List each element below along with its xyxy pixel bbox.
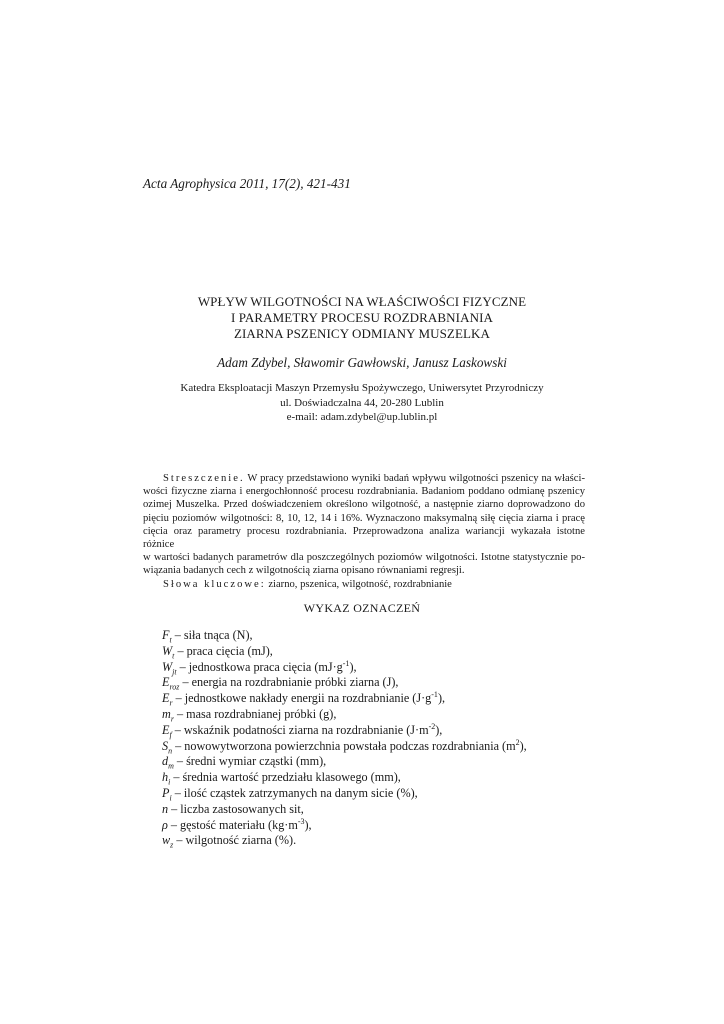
notation-subscript: m	[168, 761, 174, 771]
notation-item	[162, 628, 527, 644]
notation-item	[162, 723, 527, 739]
notation-symbol: w	[162, 833, 171, 848]
notation-description: – nowowytworzona powierzchnia powstała podczas rozdrabniania (m	[172, 738, 516, 753]
notation-item	[162, 770, 527, 786]
notation-description: – liczba zastosowanych sit,	[168, 801, 304, 816]
title-line: ZIARNA PSZENICY ODMIANY MUSZELKA	[233, 326, 491, 341]
notation-description: – wskaźnik podatności ziarna na rozdrabnianie (J·m	[171, 722, 429, 737]
notation-subscript: n	[168, 746, 173, 756]
abstract-line: w wartości badanych parametrów dla poszczególnych poziomów wilgotności. Istotne statystycznie po-	[143, 552, 585, 564]
notation-superscript: 2	[515, 737, 520, 747]
notation-list	[162, 628, 527, 849]
notation-item	[162, 802, 527, 818]
notation-item	[162, 786, 527, 802]
affiliation-line: ul. Doświadczalna 44, 20-280 Lublin	[280, 396, 444, 409]
notation-superscript: -3	[297, 816, 305, 826]
notation-description: – średni wymiar cząstki (mm),	[173, 754, 327, 769]
notation-description: – jednostkowa praca cięcia (mJ·g	[176, 659, 343, 674]
abstract-line: ozimej Muszelka. Przed doświadczeniem określono wilgotność, a następnie ziarno doprowadzono do	[143, 499, 585, 511]
notation-superscript: -1	[431, 690, 438, 700]
abstract	[143, 472, 585, 591]
abstract-line: pięciu poziomów wilgotności: 8, 10, 12, 14 i 16%. Wyznaczono maksymalną siłę cięcia ziarna i pracę	[143, 512, 585, 524]
notation-symbol: ρ	[162, 817, 168, 832]
notation-symbol: m	[162, 706, 171, 721]
notation-superscript: -1	[342, 658, 350, 668]
notation-tail: ),	[304, 817, 312, 832]
abstract-line: wości fizyczne ziarna i energochłonność procesu rozdrabniania. Badaniom poddano odmianę pszenicy	[143, 486, 585, 498]
notation-tail: ),	[519, 738, 527, 753]
notation-item	[162, 660, 527, 676]
notation-description: – średnia wartość przedziału klasowego (mm),	[170, 770, 401, 785]
notation-symbol: W	[162, 659, 173, 674]
affiliation	[120, 381, 604, 425]
notation-symbol: E	[162, 722, 170, 737]
keywords-list: ziarno, pszenica, wilgotność, rozdrabnianie	[268, 578, 452, 590]
notation-tail: ),	[437, 691, 446, 706]
abstract-line: wiązania badanych cech z wilgotnością ziarna opisano równaniami regresji.	[143, 565, 465, 577]
notation-item	[162, 675, 527, 691]
journal-citation: Acta Agrophysica 2011, 17(2), 421-431	[143, 176, 351, 191]
notation-item	[162, 691, 527, 707]
keywords-heading: Słowa kluczowe:	[163, 578, 266, 590]
affiliation-line: Katedra Eksploatacji Maszyn Przemysłu Spożywczego, Uniwersytet Przyrodniczy	[180, 382, 544, 394]
notation-symbol: S	[162, 738, 169, 753]
notation-item	[162, 739, 527, 755]
notation-symbol: d	[162, 754, 169, 769]
notation-item	[162, 833, 527, 849]
notation-subscript: r	[170, 714, 174, 724]
affiliation-email: e-mail: adam.zdybel@up.lublin.pl	[286, 411, 438, 423]
notation-description: – gęstość materiału (kg·m	[167, 817, 298, 832]
notation-subscript: i	[169, 793, 172, 803]
notation-symbol: E	[162, 691, 170, 706]
notation-symbol: h	[162, 770, 169, 785]
notation-item	[162, 754, 527, 770]
keywords	[143, 578, 585, 591]
notation-subscript: roz	[169, 682, 180, 692]
notation-description: – jednostkowe nakłady energii na rozdrabnianie (J·g	[172, 691, 432, 706]
abstract-heading: Streszczenie.	[163, 473, 245, 484]
notation-description: – wilgotność ziarna (%).	[173, 833, 297, 848]
authors: Adam Zdybel, Sławomir Gawłowski, Janusz Laskowski	[217, 355, 507, 370]
title-line: WPŁYW WILGOTNOŚCI NA WŁAŚCIWOŚCI FIZYCZNE	[197, 294, 527, 309]
title-line: I PARAMETRY PROCESU ROZDRABNIANIA	[230, 310, 493, 325]
notation-tail: ),	[349, 659, 357, 674]
notation-subscript: r	[169, 698, 173, 708]
notation-description: – siła tnąca (N),	[171, 628, 253, 642]
notation-heading: WYKAZ OZNACZEŃ	[303, 601, 421, 615]
notation-subscript: jt	[172, 667, 177, 677]
notation-item	[162, 644, 527, 660]
notation-subscript: t	[172, 651, 175, 661]
notation-item	[162, 707, 527, 723]
abstract-line: Streszczenie. W pracy przedstawiono wyniki badań wpływu wilgotności pszenicy na właści-	[163, 473, 585, 484]
notation-subscript: t	[169, 635, 172, 645]
notation-symbol: n	[162, 801, 169, 816]
notation-symbol: P	[162, 785, 170, 800]
notation-subscript: f	[169, 730, 172, 740]
notation-tail: ),	[435, 722, 443, 737]
notation-description: – ilość cząstek zatrzymanych na danym sicie (%),	[171, 785, 418, 800]
notation-symbol: E	[162, 675, 170, 690]
notation-subscript: i	[168, 777, 171, 787]
notation-symbol: W	[162, 643, 173, 658]
notation-description: – energia na rozdrabnianie próbki ziarna (J),	[179, 675, 399, 690]
notation-description: – praca cięcia (mJ),	[174, 643, 273, 658]
notation-subscript: z	[170, 840, 174, 850]
paper-title	[120, 294, 604, 342]
abstract-line: cięcia oraz parametry procesu rozdrabniania. Przeprowadzona analiza wariancji wykazała istotne różnice	[143, 525, 585, 551]
notation-description: – masa rozdrabnianej próbki (g),	[173, 706, 337, 721]
notation-superscript: -2	[428, 721, 436, 731]
notation-symbol: F	[162, 628, 170, 642]
notation-item	[162, 818, 527, 834]
